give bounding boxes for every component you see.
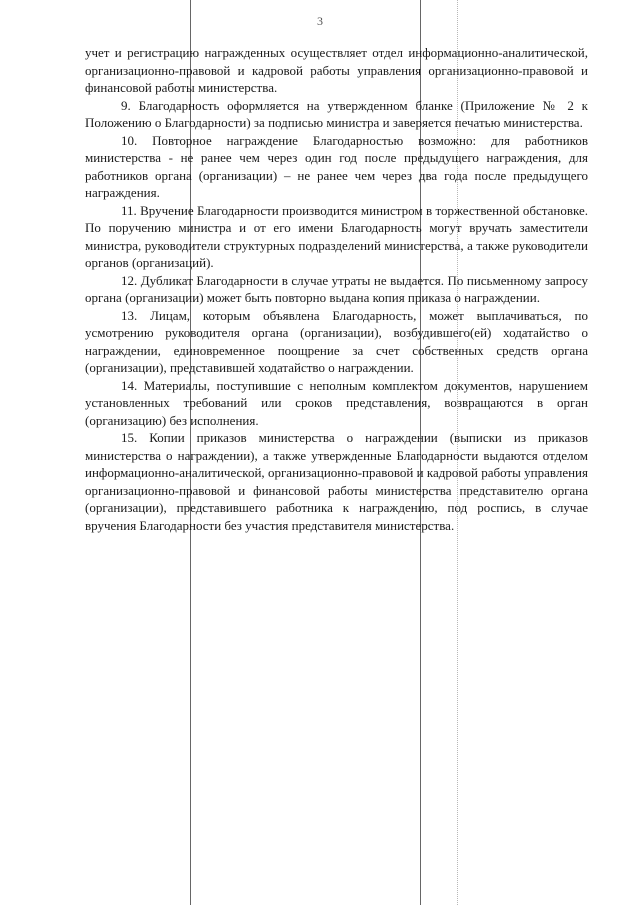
paragraph-12: 12. Дубликат Благодарности в случае утраты не выдается. По письменному запросу органа (организации) может быть повторно выдана копия приказа о награждении. <box>85 272 588 305</box>
paragraph-14: 14. Материалы, поступившие с неполным комплектом документов, нарушением установленных требований или сроков представления, возвращаются в орган (организацию) без исполнения. <box>85 377 588 428</box>
document-body <box>85 44 588 534</box>
paragraph-13: 13. Лицам, которым объявлена Благодарность, может выплачиваться, по усмотрению руководителя органа (организации), возбудившего(ей) ходатайство о награждении, единовременное поощрение за счет собственных средств органа (организации), представившей ходатайство о награждении. <box>85 307 588 375</box>
page-number: 3 <box>317 14 323 28</box>
paragraph-10: 10. Повторное награждение Благодарностью возможно: для работников министерства - не ранее чем через один год после предыдущего награждения, для работников органа (организации) – не ранее чем через два года после предыдущего награждения. <box>85 132 588 200</box>
paragraph-11: 11. Вручение Благодарности производится министром в торжественной обстановке. По поручению министра и от его имени Благодарность могут вручать заместители министра, руководители структурных подразделений министерства, а также руководители органов (организаций). <box>85 202 588 270</box>
paragraph-15: 15. Копии приказов министерства о награждении (выписки из приказов министерства о награждении), а также утвержденные Благодарности выдаются отделом информационно-аналитической, организационно-правовой и кадровой работы управления организационно-правовой и финансовой работы министерства представителю органа (организации), представившего работника к награждению, под роспись, в случае вручения Благодарности без участия представителя министерства. <box>85 430 588 533</box>
paragraph-continuation: учет и регистрацию награжденных осуществляет отдел информационно-аналитической, организационно-правовой и кадровой работы управления организационно-правовой и финансовой работы министерства. <box>85 45 588 95</box>
paragraph-9: 9. Благодарность оформляется на утвержденном бланке (Приложение № 2 к Положению о Благодарности) за подписью министра и заверяется печатью министерства. <box>85 97 588 130</box>
